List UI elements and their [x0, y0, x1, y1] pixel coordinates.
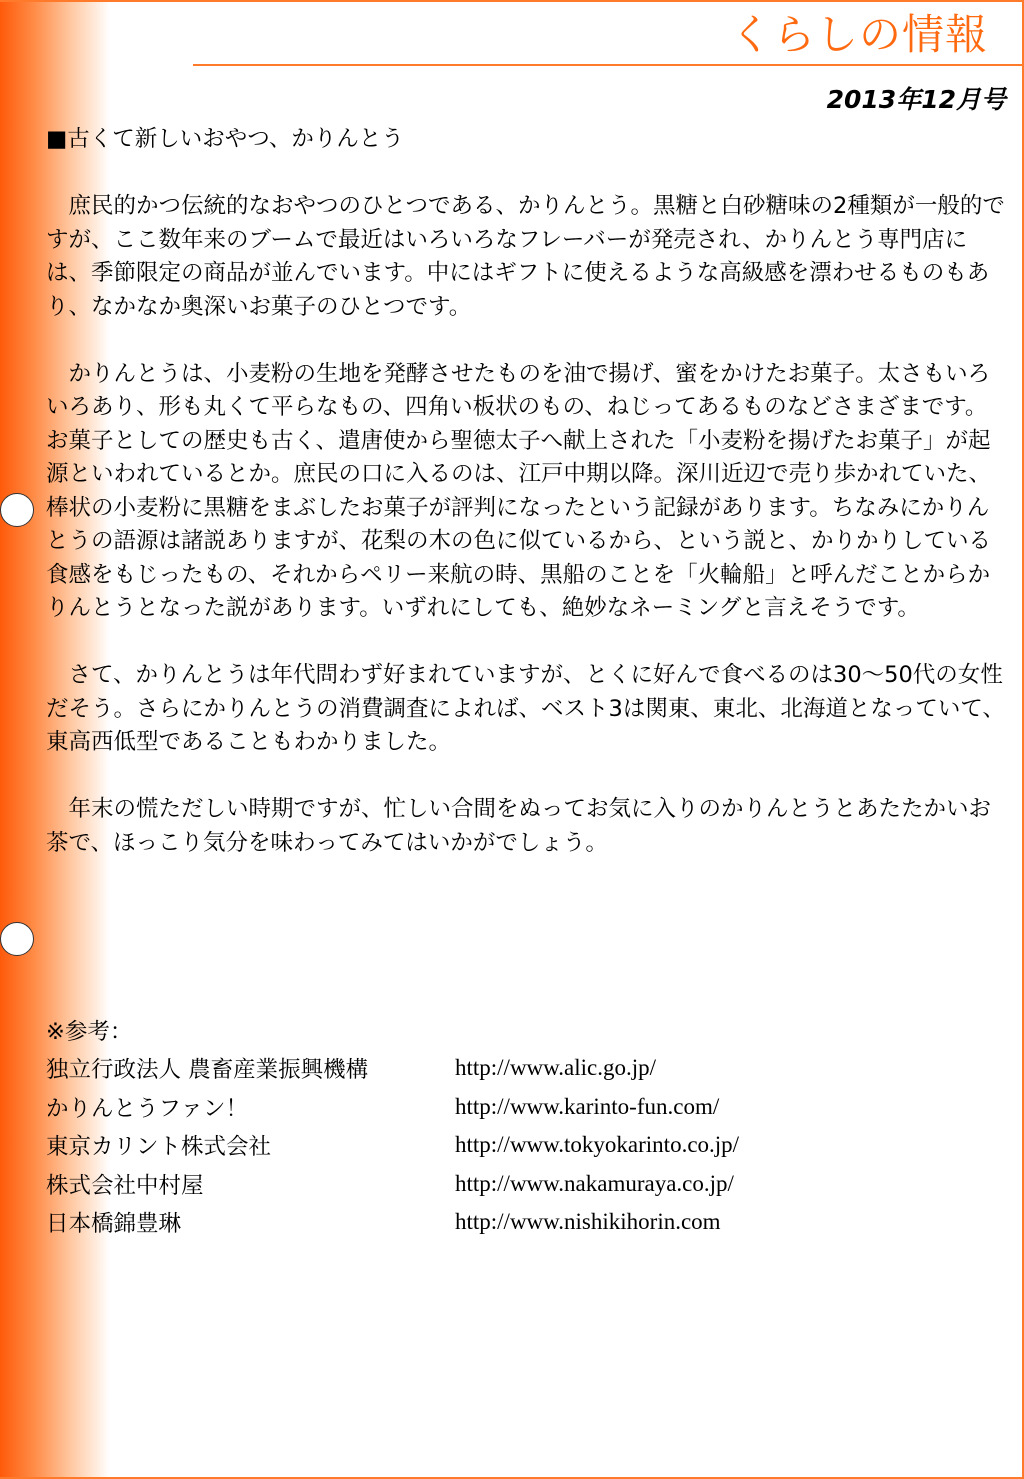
article-paragraph: さて、かりんとうは年代問わず好まれていますが、とくに好んで食べるのは30～50代の女性だそう。さらにかりんとうの消費調査によれば、ベスト3は関東、東北、北海道となっていて、東高西低型であることもわかりました。 — [46, 662, 1005, 755]
reference-name: かりんとうファン！ — [46, 1095, 249, 1122]
title-underline — [193, 64, 1022, 66]
reference-row — [46, 1203, 1006, 1242]
page-title: くらしの情報 — [729, 10, 988, 59]
article-body — [46, 123, 1006, 860]
binder-hole-icon — [0, 493, 34, 527]
reference-row — [46, 1165, 1006, 1204]
reference-row — [46, 1049, 1006, 1088]
reference-name: 独立行政法人 農畜産業振興機構 — [46, 1057, 369, 1084]
reference-name: 日本橋錦豊琳 — [46, 1211, 182, 1238]
article-paragraph: かりんとうは、小麦粉の生地を発酵させたものを油で揚げ、蜜をかけたお菓子。太さもいろいろあり、形も丸くて平らなもの、四角い板状のもの、ねじってあるものなどさまざまです。お菓子としての歴史も古く、遣唐使から聖徳太子へ献上された「小麦粉を揚げたお菓子」が起源といわれているとか。庶民の口に入るのは、江戸中期以降。深川近辺で売り歩かれていた、棒状の小麦粉に黒糖をまぶしたお菓子が評判になったという記録があります。ちなみにかりんとうの語源は諸説ありますが、花梨の木の色に似ているから、という説と、かりかりしている食感をもじったもの、それからペリー来航の時、黒船のことを「火輪船」と呼んだことからかりんとうとなった説があります。いずれにしても、絶妙なネーミングと言えそうです。 — [46, 360, 992, 621]
reference-link[interactable]: http://www.tokyokarinto.co.jp/ — [455, 1132, 740, 1158]
reference-name: 東京カリント株式会社 — [46, 1134, 272, 1161]
references-label: ※参考： — [46, 1019, 133, 1045]
reference-row — [46, 1126, 1006, 1165]
reference-name: 株式会社中村屋 — [46, 1172, 204, 1199]
article-paragraph: 年末の慌ただしい時期ですが、忙しい合間をぬってお気に入りのかりんとうとあたたかいお茶で、ほっこり気分を味わってみてはいかがでしょう。 — [46, 796, 992, 856]
reference-link[interactable]: http://www.nishikihorin.com — [455, 1209, 721, 1235]
reference-link[interactable]: http://www.karinto-fun.com/ — [455, 1093, 720, 1119]
reference-link[interactable]: http://www.nakamuraya.co.jp/ — [455, 1170, 734, 1196]
reference-link[interactable]: http://www.alic.go.jp/ — [455, 1055, 657, 1081]
article-heading: ■古くて新しいおやつ、かりんとう — [46, 126, 404, 152]
issue-date: 2013年12月号 — [826, 85, 1006, 114]
reference-row — [46, 1088, 1006, 1127]
references-section — [46, 1015, 1006, 1242]
article-paragraph: 庶民的かつ伝統的なおやつのひとつである、かりんとう。黒糖と白砂糖味の2種類が一般的ですが、ここ数年来のブームで最近はいろいろなフレーバーが発売され、かりんとう専門店には、季節限定の商品が並んでいます。中にはギフトに使えるような高級感を漂わせるものもあり、なかなか奥深いお菓子のひとつです。 — [46, 193, 1005, 320]
binder-hole-icon — [0, 922, 34, 956]
